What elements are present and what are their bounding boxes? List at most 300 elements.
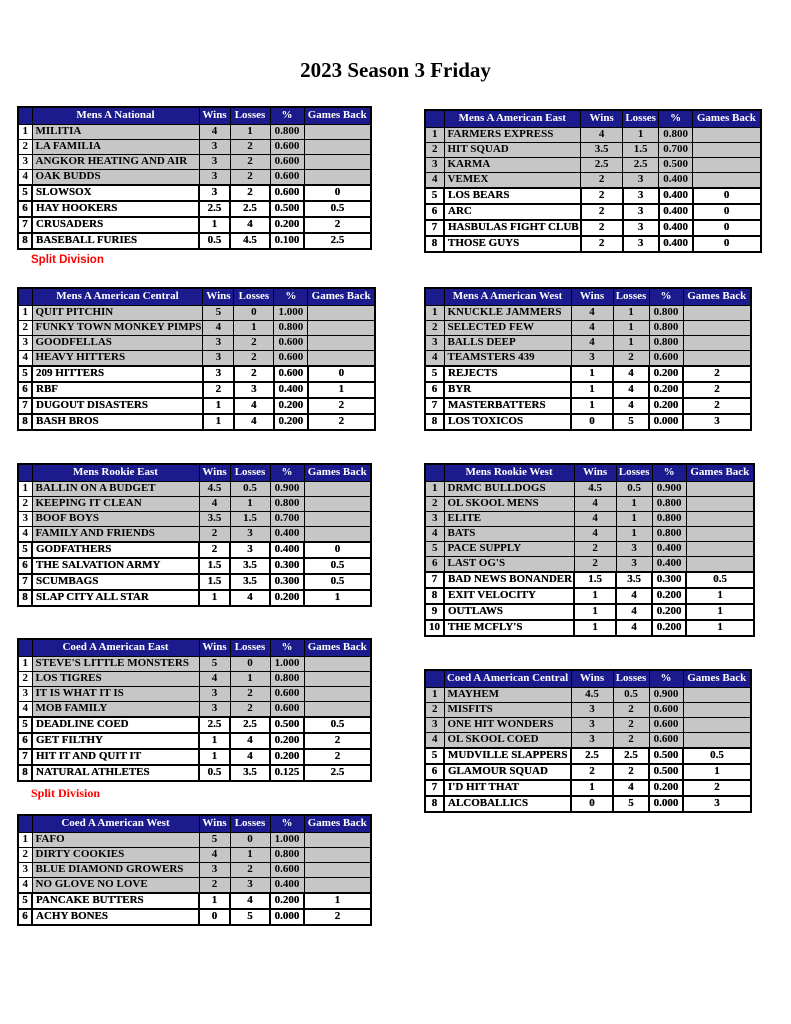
standings-section [424,669,752,813]
team-losses: 4 [616,588,652,604]
team-losses: 0.5 [616,482,652,497]
team-name: NO GLOVE NO LOVE [32,878,199,894]
team-row [18,878,371,894]
header-row [425,670,751,688]
team-name: ELITE [444,512,574,527]
team-name: STEVE'S LITTLE MONSTERS [32,657,199,672]
team-games-back [686,557,754,573]
team-pct: 0.000 [649,796,683,812]
team-row [18,765,371,781]
team-row [425,321,751,336]
team-rank: 4 [425,173,444,189]
team-row [18,155,371,170]
team-pct: 0.200 [274,398,308,414]
team-name: MAYHEM [444,688,571,703]
team-wins: 3 [571,351,613,367]
team-name: KEEPING IT CLEAN [32,497,199,512]
team-row [18,717,371,733]
team-pct: 0.600 [274,351,308,367]
team-games-back: 0.5 [304,201,371,217]
team-wins: 4 [571,306,613,321]
team-wins: 1 [571,780,613,796]
team-name: THE MCFLY'S [444,620,574,636]
team-row [425,512,754,527]
team-pct: 0.125 [270,765,304,781]
team-wins: 2 [581,188,623,204]
team-games-back [304,155,371,170]
team-row [18,201,371,217]
team-row [425,398,751,414]
team-wins: 1 [203,414,234,430]
team-pct: 0.800 [274,321,308,336]
team-pct: 0.600 [270,687,304,702]
wins-column-header: Wins [199,464,230,482]
team-rank: 5 [425,748,444,764]
team-games-back: 0.5 [683,748,751,764]
team-wins: 0 [199,909,230,925]
team-games-back [686,512,754,527]
team-rank: 2 [425,143,444,158]
team-games-back [683,688,751,703]
team-name: MUDVILLE SLAPPERS [444,748,571,764]
team-wins: 0.5 [199,233,230,249]
team-rank: 6 [425,382,444,398]
team-wins: 2 [199,878,230,894]
team-rank: 2 [425,321,444,336]
team-name: BASEBALL FURIES [32,233,199,249]
team-pct: 0.200 [270,217,304,233]
team-row [18,125,371,140]
team-row [425,688,751,703]
team-losses: 2 [230,702,270,718]
team-rank: 7 [425,572,444,588]
team-pct: 0.700 [659,143,693,158]
losses-column-header: Losses [613,288,649,306]
standings-section [17,463,372,607]
team-games-back [308,321,375,336]
team-row [425,733,751,749]
team-name: LOS TIGRES [32,672,199,687]
team-row [425,366,751,382]
team-games-back: 1 [304,893,371,909]
team-row [425,220,761,236]
team-losses: 1 [623,128,659,143]
team-wins: 3 [199,702,230,718]
team-wins: 1 [574,588,616,604]
team-rank: 9 [425,604,444,620]
team-wins: 4 [574,512,616,527]
team-losses: 1 [613,336,649,351]
division-name-header: Mens A American East [444,110,581,128]
team-row [18,482,371,497]
team-name: PANCAKE BUTTERS [32,893,199,909]
standings-table [17,106,372,250]
team-losses: 3 [230,527,270,543]
team-games-back [683,703,751,718]
team-losses: 1.5 [623,143,659,158]
team-losses: 2 [613,718,649,733]
team-losses: 4 [616,620,652,636]
rank-column-header [18,107,32,125]
losses-column-header: Losses [616,464,652,482]
team-pct: 0.600 [649,733,683,749]
team-pct: 0.800 [270,125,304,140]
team-games-back: 0 [693,204,761,220]
team-rank: 8 [425,236,444,252]
team-rank: 8 [18,765,32,781]
team-name: PACE SUPPLY [444,542,574,557]
team-name: MILITIA [32,125,199,140]
team-row [18,833,371,848]
team-losses: 2.5 [613,748,649,764]
team-games-back [683,351,751,367]
division-name-header: Mens Rookie West [444,464,574,482]
team-rank: 3 [18,687,32,702]
team-name: 209 HITTERS [32,366,203,382]
team-wins: 2.5 [571,748,613,764]
team-pct: 0.200 [649,780,683,796]
team-wins: 1.5 [199,558,230,574]
team-losses: 0 [230,657,270,672]
team-name: LAST OG'S [444,557,574,573]
team-rank: 2 [18,848,32,863]
team-rank: 5 [425,188,444,204]
team-games-back [683,733,751,749]
team-name: FAMILY AND FRIENDS [32,527,199,543]
rank-column-header [425,670,444,688]
header-row [425,110,761,128]
team-games-back [686,527,754,542]
team-rank: 3 [18,863,32,878]
team-games-back: 2.5 [304,765,371,781]
team-rank: 4 [18,527,32,543]
team-rank: 3 [18,155,32,170]
team-rank: 2 [18,497,32,512]
team-losses: 0.5 [613,688,649,703]
team-name: TEAMSTERS 439 [444,351,571,367]
division-name-header: Mens A American Central [32,288,203,306]
wins-column-header: Wins [203,288,234,306]
team-rank: 10 [425,620,444,636]
team-losses: 1 [234,321,274,336]
standings-section [17,814,372,926]
pct-column-header: % [652,464,686,482]
standings-section [424,109,762,253]
team-wins: 4 [574,497,616,512]
team-wins: 4 [571,336,613,351]
team-name: BYR [444,382,571,398]
games-back-column-header: Games Back [308,288,375,306]
team-wins: 3 [571,703,613,718]
team-games-back [304,687,371,702]
team-pct: 0.800 [652,527,686,542]
team-wins: 4.5 [571,688,613,703]
team-row [425,718,751,733]
team-row [18,336,375,351]
team-pct: 0.600 [270,155,304,170]
team-rank: 6 [18,558,32,574]
team-games-back: 2 [683,398,751,414]
team-losses: 3 [623,188,659,204]
rank-column-header [18,639,32,657]
team-games-back: 2 [304,733,371,749]
team-losses: 5 [613,414,649,430]
team-name: DIRTY COOKIES [32,848,199,863]
team-wins: 4.5 [199,482,230,497]
team-rank: 3 [425,336,444,351]
team-name: MASTERBATTERS [444,398,571,414]
team-games-back: 1 [686,588,754,604]
team-row [425,204,761,220]
team-name: I'D HIT THAT [444,780,571,796]
team-wins: 4 [574,527,616,542]
team-losses: 4 [230,217,270,233]
games-back-column-header: Games Back [304,815,371,833]
team-pct: 0.800 [649,336,683,351]
header-row [425,288,751,306]
team-rank: 7 [425,398,444,414]
division-name-header: Coed A American Central [444,670,571,688]
team-rank: 2 [18,321,32,336]
team-wins: 2 [199,527,230,543]
team-row [18,233,371,249]
team-name: GODFATHERS [32,542,199,558]
team-losses: 0 [234,306,274,321]
team-row [425,796,751,812]
rank-column-header [425,110,444,128]
team-wins: 3 [199,863,230,878]
team-name: REJECTS [444,366,571,382]
team-games-back [304,878,371,894]
team-pct: 0.600 [270,702,304,718]
team-name: BALLS DEEP [444,336,571,351]
team-wins: 3.5 [581,143,623,158]
team-pct: 0.200 [270,733,304,749]
games-back-column-header: Games Back [304,107,371,125]
team-pct: 0.200 [649,398,683,414]
team-pct: 0.900 [270,482,304,497]
team-wins: 1.5 [574,572,616,588]
team-games-back [304,848,371,863]
team-wins: 2.5 [581,158,623,173]
team-name: LOS BEARS [444,188,581,204]
team-pct: 0.400 [659,236,693,252]
team-games-back [693,143,761,158]
team-losses: 2 [230,170,270,186]
team-wins: 1 [571,382,613,398]
team-losses: 2.5 [230,717,270,733]
team-pct: 0.200 [274,414,308,430]
team-pct: 0.800 [270,672,304,687]
team-losses: 3.5 [616,572,652,588]
split-division-note: Split Division [31,786,101,800]
team-losses: 4 [230,733,270,749]
team-wins: 2 [571,764,613,780]
team-losses: 3.5 [230,574,270,590]
team-name: IT IS WHAT IT IS [32,687,199,702]
games-back-column-header: Games Back [686,464,754,482]
team-rank: 8 [425,414,444,430]
team-pct: 0.400 [270,878,304,894]
team-rank: 5 [18,542,32,558]
team-wins: 3 [199,155,230,170]
team-games-back [304,512,371,527]
team-row [18,574,371,590]
team-pct: 0.500 [270,717,304,733]
team-rank: 4 [18,702,32,718]
games-back-column-header: Games Back [304,639,371,657]
team-pct: 0.400 [659,173,693,189]
team-rank: 5 [18,893,32,909]
team-losses: 2 [234,366,274,382]
team-losses: 2.5 [230,201,270,217]
team-losses: 1 [613,321,649,336]
team-wins: 4 [199,497,230,512]
team-row [18,687,371,702]
team-games-back: 0 [693,220,761,236]
team-games-back: 0.5 [304,717,371,733]
team-losses: 2 [613,764,649,780]
team-rank: 8 [18,233,32,249]
team-row [18,217,371,233]
team-losses: 1.5 [230,512,270,527]
team-games-back: 2.5 [304,233,371,249]
team-losses: 3.5 [230,765,270,781]
team-losses: 4 [230,893,270,909]
split-division-note: Split Division [31,254,104,266]
team-losses: 5 [230,909,270,925]
team-pct: 0.600 [270,140,304,155]
team-wins: 0 [571,414,613,430]
team-pct: 0.400 [659,220,693,236]
team-wins: 3 [199,170,230,186]
team-losses: 4.5 [230,233,270,249]
standings-section [17,106,372,266]
team-rank: 3 [425,158,444,173]
team-games-back: 1 [304,590,371,606]
team-games-back [683,321,751,336]
team-wins: 1 [199,749,230,765]
wins-column-header: Wins [571,670,613,688]
team-games-back: 0 [304,185,371,201]
team-row [18,398,375,414]
team-row [425,336,751,351]
team-row [425,542,754,557]
team-wins: 2.5 [199,201,230,217]
team-pct: 0.400 [659,188,693,204]
losses-column-header: Losses [613,670,649,688]
team-games-back [304,702,371,718]
team-name: DEADLINE COED [32,717,199,733]
team-losses: 3.5 [230,558,270,574]
team-name: HASBULAS FIGHT CLUB [444,220,581,236]
team-pct: 0.200 [652,588,686,604]
team-wins: 3 [199,140,230,155]
team-losses: 1 [616,512,652,527]
team-rank: 6 [425,557,444,573]
team-games-back [683,336,751,351]
team-name: EXIT VELOCITY [444,588,574,604]
team-losses: 0.5 [230,482,270,497]
team-name: KARMA [444,158,581,173]
team-row [18,702,371,718]
losses-column-header: Losses [623,110,659,128]
team-rank: 5 [18,185,32,201]
wins-column-header: Wins [199,815,230,833]
team-pct: 0.400 [652,557,686,573]
team-pct: 1.000 [270,657,304,672]
division-name-header: Coed A American West [32,815,199,833]
wins-column-header: Wins [199,107,230,125]
team-pct: 0.200 [649,382,683,398]
team-row [18,306,375,321]
team-name: THE SALVATION ARMY [32,558,199,574]
team-pct: 0.400 [270,542,304,558]
team-name: HIT IT AND QUIT IT [32,749,199,765]
standings-table [424,669,752,813]
team-losses: 3 [234,382,274,398]
team-name: KNUCKLE JAMMERS [444,306,571,321]
team-name: OAK BUDDS [32,170,199,186]
team-name: BLUE DIAMOND GROWERS [32,863,199,878]
team-rank: 7 [18,217,32,233]
team-row [18,351,375,367]
header-row [18,639,371,657]
team-rank: 2 [425,703,444,718]
team-losses: 2 [613,351,649,367]
pct-column-header: % [270,639,304,657]
team-row [425,572,754,588]
team-losses: 2.5 [623,158,659,173]
rank-column-header [18,288,32,306]
header-row [18,464,371,482]
team-rank: 7 [425,220,444,236]
team-rank: 4 [18,878,32,894]
team-wins: 1 [574,604,616,620]
team-row [18,657,371,672]
team-games-back: 1 [308,382,375,398]
team-name: SLAP CITY ALL STAR [32,590,199,606]
header-row [425,464,754,482]
standings-table [17,463,372,607]
division-name-header: Mens Rookie East [32,464,199,482]
rank-column-header [425,288,444,306]
team-rank: 4 [425,351,444,367]
team-games-back: 0 [693,236,761,252]
standings-section [424,463,755,637]
team-row [18,321,375,336]
team-wins: 4 [203,321,234,336]
pct-column-header: % [649,670,683,688]
team-wins: 1 [199,893,230,909]
page-title: 2023 Season 3 Friday [300,58,491,82]
team-games-back: 3 [683,414,751,430]
team-name: DUGOUT DISASTERS [32,398,203,414]
team-rank: 1 [18,306,32,321]
team-losses: 3 [616,557,652,573]
pct-column-header: % [270,815,304,833]
team-games-back: 2 [304,749,371,765]
team-losses: 5 [613,796,649,812]
team-wins: 4 [199,848,230,863]
team-rank: 5 [425,366,444,382]
team-row [425,620,754,636]
team-losses: 2 [230,687,270,702]
team-name: BALLIN ON A BUDGET [32,482,199,497]
team-losses: 2 [613,733,649,749]
team-row [18,672,371,687]
team-wins: 1.5 [199,574,230,590]
